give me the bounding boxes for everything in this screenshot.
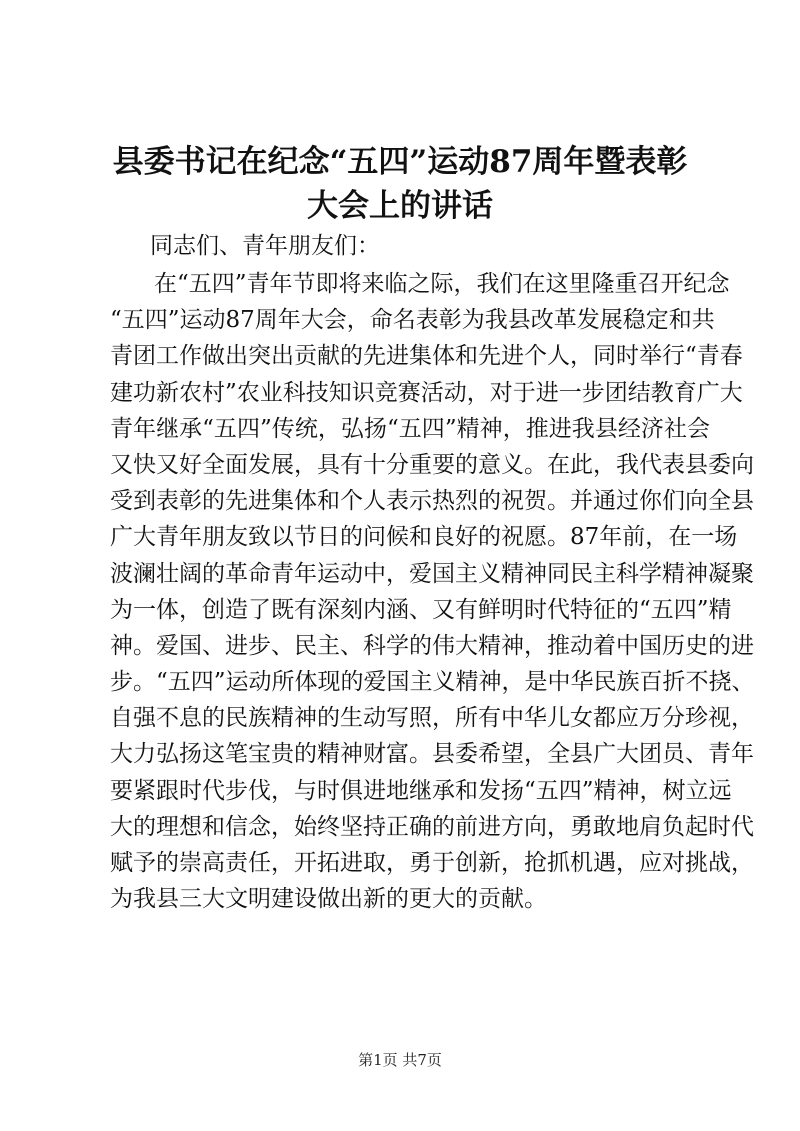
body-line: 在“五四”青年节即将来临之际，我们在这里隆重召开纪念: [154, 271, 730, 297]
body-line: 波澜壮阔的革命青年运动中，爱国主义精神同民主科学精神凝聚: [110, 560, 754, 587]
body-line: 自强不息的民族精神的生动写照，所有中华儿女都应万分珍视，: [110, 705, 754, 732]
body-line: 大力弘扬这笔宝贵的精神财富。县委希望，全县广大团员、青年: [110, 741, 754, 768]
body-line: 为一体，创造了既有深刻内涵、又有鲜明时代特征的“五四”精: [110, 596, 732, 623]
body-line: 赋予的崇高责任，开拓进取，勇于创新，抢抓机遇，应对挑战，: [110, 850, 754, 876]
body-line: 广大青年朋友致以节日的问候和良好的祝愿。87年前，在一场: [110, 524, 738, 551]
body-line: 建功新农村”农业科技知识竞赛活动，对于进一步团结教育广大: [110, 379, 743, 406]
body-line: 受到表彰的先进集体和个人表示热烈的祝贺。并通过你们向全县: [110, 488, 754, 515]
body-line: “五四”运动87周年大会，命名表彰为我县改革发展稳定和共: [110, 307, 715, 334]
body-line: 为我县三大文明建设做出新的更大的贡献。: [110, 886, 547, 913]
title-line-2: 大会上的讲话: [307, 188, 493, 224]
body-line: 神。爱国、进步、民主、科学的伟大精神，推动着中国历史的进: [110, 632, 754, 659]
body-line: 大的理想和信念，始终坚持正确的前进方向，勇敢地肩负起时代: [110, 813, 754, 840]
title-line-1: 县委书记在纪念“五四”运动87周年暨表彰: [112, 144, 688, 180]
document-title: [90, 140, 710, 228]
salutation: 同志们、青年朋友们：: [150, 233, 380, 259]
page-number: 第1页 共7页: [358, 1051, 442, 1069]
body-line: 要紧跟时代步伐，与时俱进地继承和发扬“五四”精神，树立远: [110, 777, 732, 804]
body-line: 步。“五四”运动所体现的爱国主义精神，是中华民族百折不挠、: [110, 669, 755, 696]
body-paragraph: [110, 266, 755, 917]
body-line: 青年继承“五四”传统，弘扬“五四”精神，推进我县经济社会: [110, 415, 710, 442]
body-line: 又快又好全面发展，具有十分重要的意义。在此，我代表县委向: [110, 451, 754, 478]
body-line: 青团工作做出突出贡献的先进集体和先进个人，同时举行“青春: [110, 343, 743, 370]
